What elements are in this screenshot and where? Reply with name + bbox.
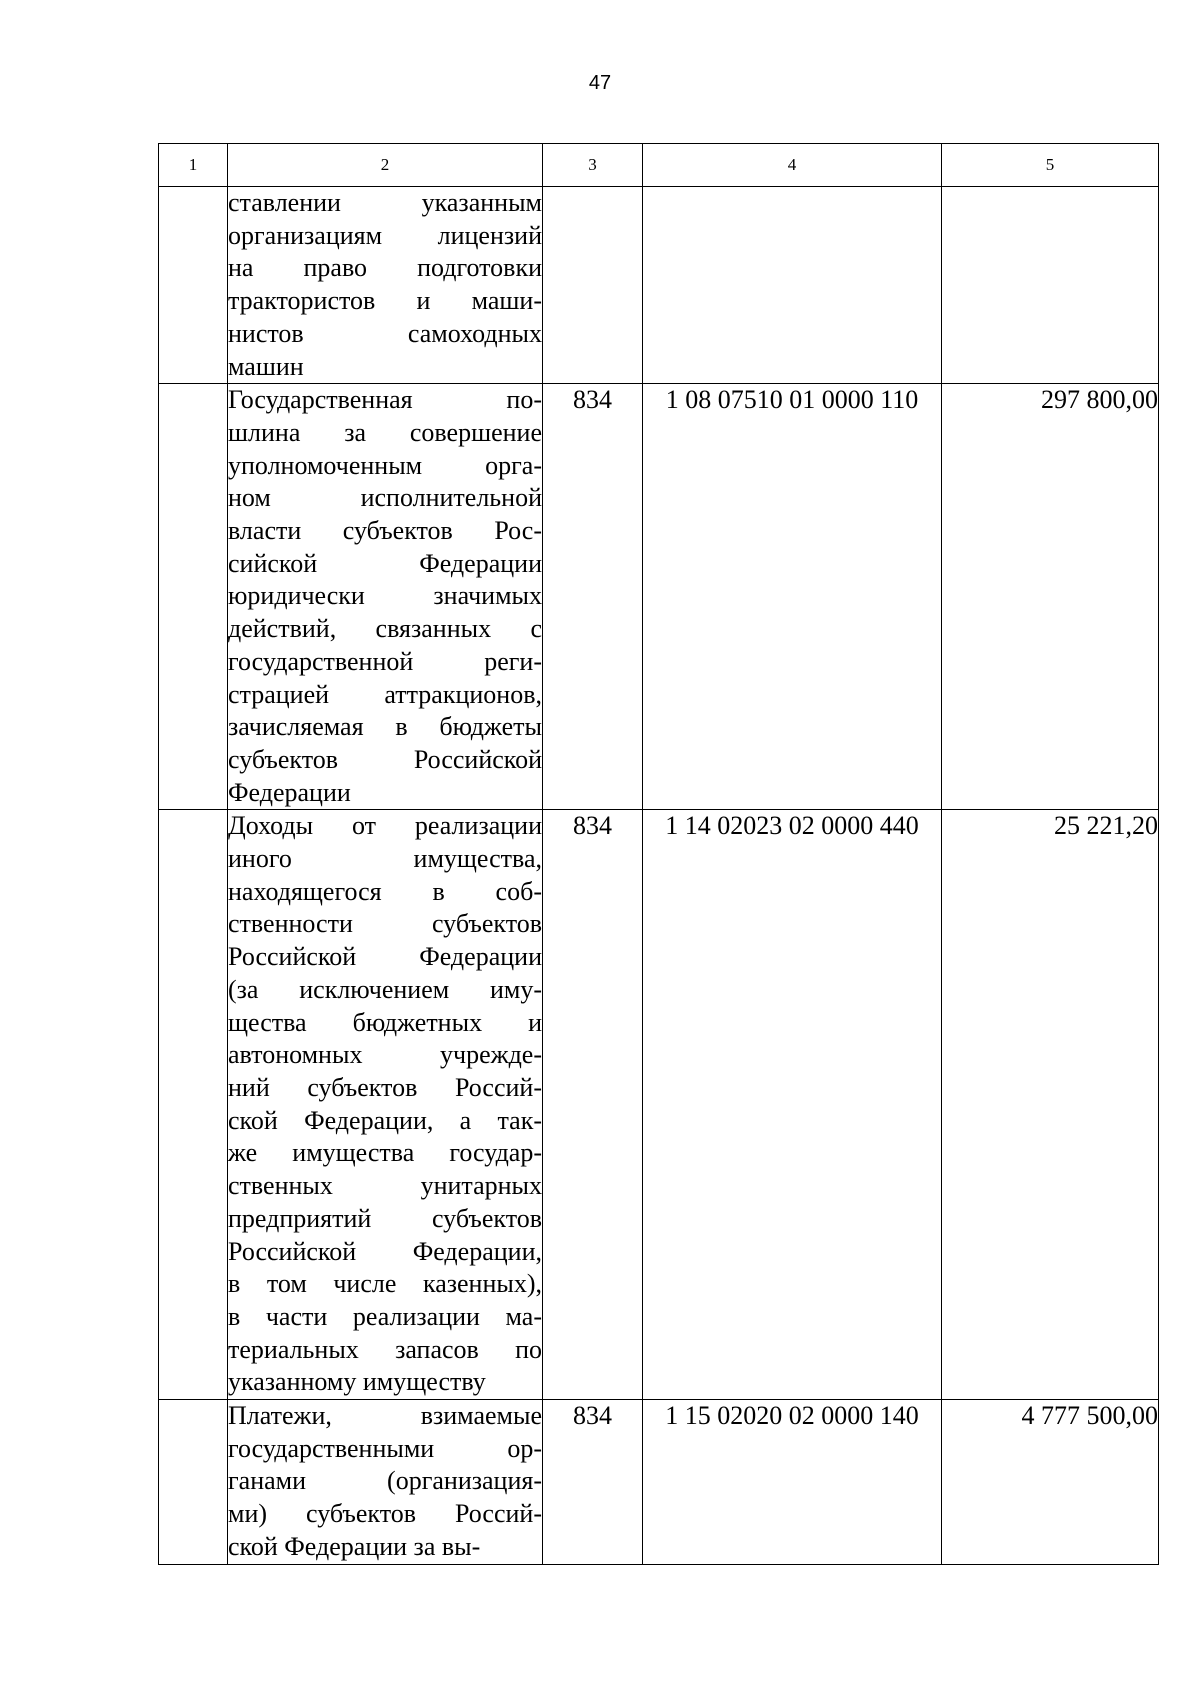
description-line: указанному имуществу — [228, 1367, 486, 1397]
amount-cell: 25 221,20 — [942, 810, 1159, 1400]
description-line: трактористов и маши- — [228, 286, 542, 316]
description-line: юридически значимых — [228, 581, 542, 611]
table-row — [159, 384, 1159, 810]
description-line: машин — [228, 351, 304, 381]
administrator-code-cell: 834 — [543, 1400, 643, 1565]
row-number-cell — [159, 384, 228, 810]
revenue-description-cell — [228, 1400, 543, 1565]
description-line: ставлении указанным — [228, 188, 542, 217]
row-number-cell — [159, 187, 228, 384]
description-line: ном исполнительной — [228, 483, 542, 513]
description-line: уполномоченным орга- — [228, 450, 542, 480]
amount-cell: 297 800,00 — [942, 384, 1159, 810]
description-line: ской Федерации за вы- — [228, 1531, 481, 1561]
table-row — [159, 187, 1159, 384]
description-line: страцией аттракционов, — [228, 679, 542, 709]
description-line: Российской Федерации — [228, 942, 542, 972]
column-header-1: 1 — [159, 144, 228, 187]
amount-cell — [942, 187, 1159, 384]
description-line: в том числе казенных), — [228, 1269, 542, 1299]
description-line: государственной реги- — [228, 646, 542, 676]
budget-classification-code-cell: 1 08 07510 01 0000 110 — [643, 384, 942, 810]
page-number: 47 — [588, 72, 612, 94]
row-number-cell — [159, 1400, 228, 1565]
table-header-row — [159, 144, 1159, 187]
column-header-2: 2 — [228, 144, 543, 187]
budget-classification-code-cell: 1 14 02023 02 0000 440 — [643, 810, 942, 1400]
table-row — [159, 1400, 1159, 1565]
administrator-code-cell: 834 — [543, 384, 643, 810]
description-line: на право подготовки — [228, 253, 542, 283]
budget-revenue-table — [158, 143, 1159, 1565]
amount-cell: 4 777 500,00 — [942, 1400, 1159, 1565]
description-line: нистов самоходных — [228, 318, 542, 348]
description-line: шлина за совершение — [228, 417, 542, 447]
row-number-cell — [159, 810, 228, 1400]
description-line: предприятий субъектов — [228, 1203, 542, 1233]
description-line: находящегося в соб- — [228, 876, 542, 906]
table-body — [159, 187, 1159, 1565]
column-header-3: 3 — [543, 144, 643, 187]
table-row — [159, 810, 1159, 1400]
description-line: ми) субъектов Россий- — [228, 1499, 542, 1529]
description-line: щества бюджетных и — [228, 1007, 542, 1037]
revenue-description-cell — [228, 384, 543, 810]
description-line: ственности субъектов — [228, 909, 542, 939]
description-line: териальных запасов по — [228, 1334, 542, 1364]
description-line: иного имущества, — [228, 844, 542, 874]
description-line: власти субъектов Рос- — [228, 516, 542, 546]
description-line: ской Федерации, а так- — [228, 1105, 542, 1135]
description-line: (за исключением иму- — [228, 974, 542, 1004]
column-header-5: 5 — [942, 144, 1159, 187]
description-line: Федерации — [228, 777, 351, 807]
revenue-description-cell — [228, 187, 543, 384]
budget-classification-code-cell — [643, 187, 942, 384]
description-line: Доходы от реализации — [228, 811, 542, 841]
description-line: государственными ор- — [228, 1433, 542, 1463]
description-line: сийской Федерации — [228, 548, 542, 578]
description-line: ганами (организация- — [228, 1466, 542, 1496]
description-line: ственных унитарных — [228, 1171, 542, 1201]
column-header-4: 4 — [643, 144, 942, 187]
description-line: Государственная по- — [228, 385, 542, 415]
description-line: организациям лицензий — [228, 220, 542, 250]
description-line: Платежи, взимаемые — [228, 1401, 542, 1431]
revenue-description-cell — [228, 810, 543, 1400]
description-line: субъектов Российской — [228, 744, 542, 774]
administrator-code-cell: 834 — [543, 810, 643, 1400]
description-line: ний субъектов Россий- — [228, 1072, 542, 1102]
administrator-code-cell — [543, 187, 643, 384]
budget-classification-code-cell: 1 15 02020 02 0000 140 — [643, 1400, 942, 1565]
description-line: в части реализации ма- — [228, 1301, 542, 1331]
description-line: зачисляемая в бюджеты — [228, 712, 542, 742]
description-line: автономных учрежде- — [228, 1040, 542, 1070]
description-line: Российской Федерации, — [228, 1236, 542, 1266]
description-line: же имущества государ- — [228, 1138, 542, 1168]
description-line: действий, связанных с — [228, 614, 542, 644]
